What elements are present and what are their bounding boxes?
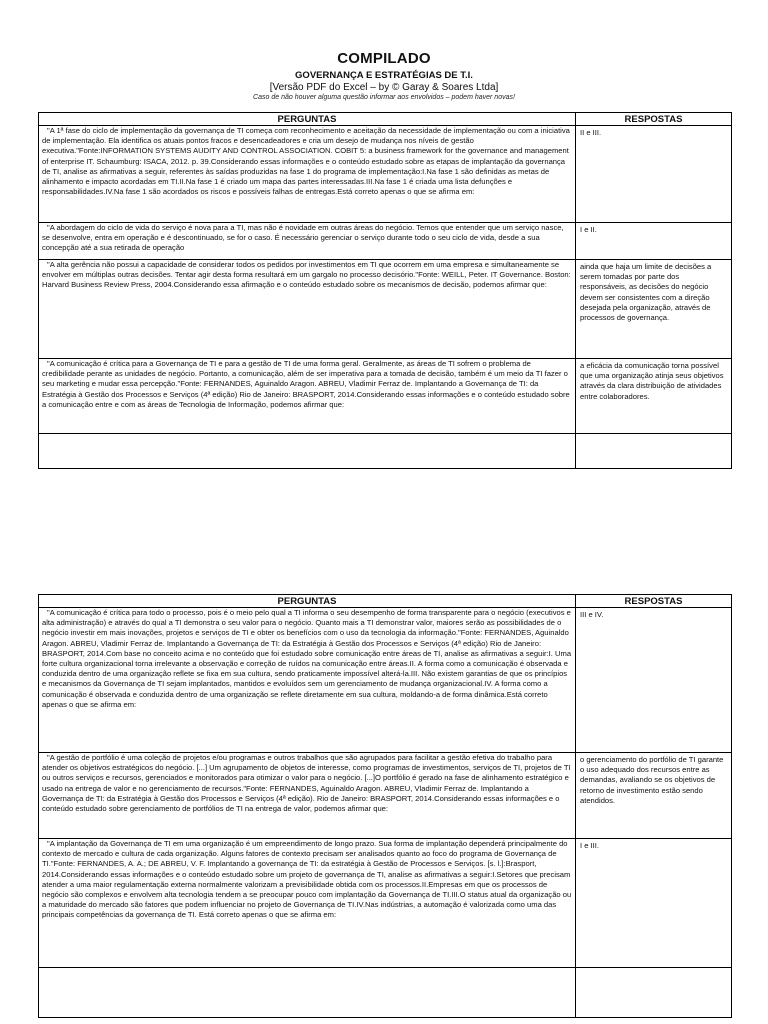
answer-cell: a eficácia da comunicação torna possível que uma organização atinja seus objetivos através da clara distribuição de atividades entre colaboradores. [576, 359, 732, 434]
question-cell [39, 968, 576, 1018]
question-cell [39, 434, 576, 469]
answer-cell: I e III. [576, 839, 732, 968]
table-row [39, 223, 732, 260]
column-header-questions: PERGUNTAS [39, 595, 576, 608]
table-row [39, 126, 732, 223]
table-row [39, 753, 732, 839]
question-cell: "A comunicação é crítica para a Governança de TI e para a gestão de TI de uma forma geral. Geralmente, as áreas de TI sofrem o problema de credibilidade perante as unidades de negócio. Portanto, a comunicação, além de ser imperativa para a tomada de decisão, também é um meio da TI fazer o seu marketing e mudar essa percepção."Fonte: FERNANDES, Aguinaldo Aragon. ABREU, Vladimir Ferraz de. Implantando a Governança de TI: da Estratégia à Gestão dos Processos e Serviços (4ª edição) Rio de Janeiro: BRASPORT, 2014.Considerando essas informações e o conteúdo estudado sobre a comunicação entre e com as áreas de Tecnologia de Informação, podemos afirmar que: [39, 359, 576, 434]
answer-cell: III e IV. [576, 608, 732, 753]
table-row [39, 968, 732, 1018]
question-cell: "A abordagem do ciclo de vida do serviço é nova para a TI, mas não é novidade em outras áreas do negócio. Temos que entender que um serviço nasce, se desenvolve, entra em operação e é descontinuado, se for o caso. É necessário gerenciar o serviço durante todo o seu ciclo de vida, desde a sua concepção até a sua retirada de operação [39, 223, 576, 260]
document-title: COMPILADO [337, 50, 431, 67]
table-row [39, 839, 732, 968]
answer-cell: ainda que haja um limite de decisões a serem tomadas por parte dos responsáveis, as decisões do negócio devem ser consistentes com a direção desejada pela organização, através de processos de governança. [576, 260, 732, 359]
question-cell: "A 1ª fase do ciclo de implementação da governança de TI começa com reconhecimento e aceitação da necessidade de implementação ou com a iniciativa de implementação. Ela identifica os atuais pontos fracos e desencadeadores e cria um desejo de mudança nos níveis de gestão executiva."Fonte:INFORMATION SYSTEMS AUDITY AND CONTROL ASSOCIATION. COBIT 5: a business framework for the governance and management of enterprise IT. Schaumburg: ISACA, 2012. p. 39.Considerando essas informações e o conteúdo estudado sobre as etapas de implantação da governança de TI, analise as afirmativas a seguir, referentes às saídas produzidas na fase 1 do programa de implementação:I.Na fase 1 são definidas as metas de alinhamento e impacto acordadas em TI.II.Na fase 1 é criado um mapa das partes interessadas.III.Na fase 1 é criada uma lista defunções e responsabilidades.IV.Na fase 1 são acordados os riscos e possíveis falhas de entregas.Está correto apenas o que se afirma em: [39, 126, 576, 223]
header-note: Caso de não houver alguma questão informar aos envolvidos – podem haver novas! [253, 94, 515, 101]
table-row [39, 359, 732, 434]
column-header-questions: PERGUNTAS [39, 113, 576, 126]
answer-cell: o gerenciamento do portfólio de TI garante o uso adequado dos recursos entre as demandas, avaliando se os objetivos de retorno de investimento estão sendo atendidos. [576, 753, 732, 839]
table-row [39, 260, 732, 359]
question-cell: "A implantação da Governança de TI em uma organização é um empreendimento de longo prazo. Sua forma de implantação dependerá principalmente do contexto de mercado e cultura de cada organização. Alguns fatores de contexto precisam ser analisados quanto ao foco do programa de Governança de TI."Fonte: FERNANDES, A. A.; DE ABREU, V. F. Implantando a governança de TI: da estratégia à Gestão de Processos e Serviços. [s. l.]:Brasport, 2014.Considerando essas informações e o conteúdo estudado sobre um projeto de governança de TI, analise as afirmativas a seguir:I.Setores que precisam atender a uma maior regulamentação externa normalmente valorizam a previsibilidade obtida com os processos.II.Empresas em que os processos de negócio são complexos e envolvem alta tecnologia tendem a se preocupar pouco com implantação da Governança de TI.III.O status atual da organização ou a maturidade do mercado são fatores que podem influenciar no projeto de Governança de TI.IV.Nas indústrias, a automação é valorizada como uma das principais competências da governança de TI. Está correto apenas o que se afirma em: [39, 839, 576, 968]
document-subtitle: GOVERNANÇA E ESTRATÉGIAS DE T.I. [295, 70, 473, 81]
table-header-row [39, 113, 732, 126]
question-cell: "A alta gerência não possui a capacidade de considerar todos os pedidos por investimentos em TI que ocorrem em uma empresa e simultaneamente se envolver em múltiplas outras decisões. Tentar agir desta forma resultará em um gargalo no processo decisório."Fonte: WEILL, Peter. IT Governance. Boston: Harvard Business Review Press, 2004.Considerando essa afirmação e o conteúdo estudado sobre os mecanismos de decisão, podemos afirmar que: [39, 260, 576, 359]
answer-cell: I e II. [576, 223, 732, 260]
document-header [0, 50, 768, 101]
qa-table-1 [38, 112, 732, 469]
version-line: [Versão PDF do Excel – by © Garay & Soares Ltda] [269, 82, 499, 93]
question-cell: "A comunicação é crítica para todo o processo, pois é o meio pelo qual a TI informa o seu desempenho de forma transparente para o negócio (executivos e alta administração) e através do qual a TI demonstra o seu valor para o negócio. Quanto mais a TI demonstrar valor, maiores serão as possibilidades de o negócio investir em mais inovações, projetos e serviços de TI e obter os benefícios com o uso da tecnologia da informação."Fonte: FERNANDES, Aguinaldo Aragon. ABREU, Vladimir Ferraz de. Implantando a Governança de TI: da Estratégia à Gestão dos Processos e Serviços (4ª edição) Rio de Janeiro: BRASPORT, 2014.Com base no conceito acima e no conteúdo que foi estudado sobre comunicação entre áreas de TI, analise as afirmativas a seguir:I. Uma forte cultura organizacional torna irrelevante a observação e correção de ruídos na comunicação entre áreas.II. A forma como a comunicação é observada e conduzida dentro de uma organização reflete se fixa em sua cultura, sendo praticamente impossível alterá-la.III. Não existem garantias de que os princípios e mecanismos da Governança de TI sejam implantados, mantidos e evoluídos sem um gerenciamento de mudança organizacional.IV. A forma como a comunicação é observada e conduzida dentro de uma organização se reflete diretamente em sua cultura, moldando-a de forma dinâmica.Está correto apenas o que se afirma em: [39, 608, 576, 753]
table-row [39, 434, 732, 469]
column-header-answers: RESPOSTAS [576, 113, 732, 126]
question-cell: "A gestão de portfólio é uma coleção de projetos e/ou programas e outros trabalhos que são agrupados para facilitar a gestão efetiva do trabalho para atender os objetivos estratégicos do negócio. [...] Um agrupamento de objetos de interesse, como programas de investimentos, serviços de TI, projetos de TI ou outros serviços e recursos, gerenciados e monitorados para otimizar o valor para o negócio. [...]O portfólio é gerado na fase de alinhamento estratégico e usado na entrega de valor e no gerenciamento de recursos."Fonte: FERNANDES, Aguinaldo Aragon. ABREU, Vladimir Ferraz de. Implantando a Governança de TI: da Estratégia à Gestão dos Processos e Serviços (4ª edição). Rio de Janeiro: BRASPORT, 2014.Considerando essas informações e o conteúdo estudado sobre gerenciamento de portfólios de TI na entrega de valor, podemos afirmar que: [39, 753, 576, 839]
answer-cell [576, 434, 732, 469]
column-header-answers: RESPOSTAS [576, 595, 732, 608]
answer-cell: II e III. [576, 126, 732, 223]
table-row [39, 608, 732, 753]
answer-cell [576, 968, 732, 1018]
table-header-row [39, 595, 732, 608]
qa-table-2 [38, 594, 732, 1018]
